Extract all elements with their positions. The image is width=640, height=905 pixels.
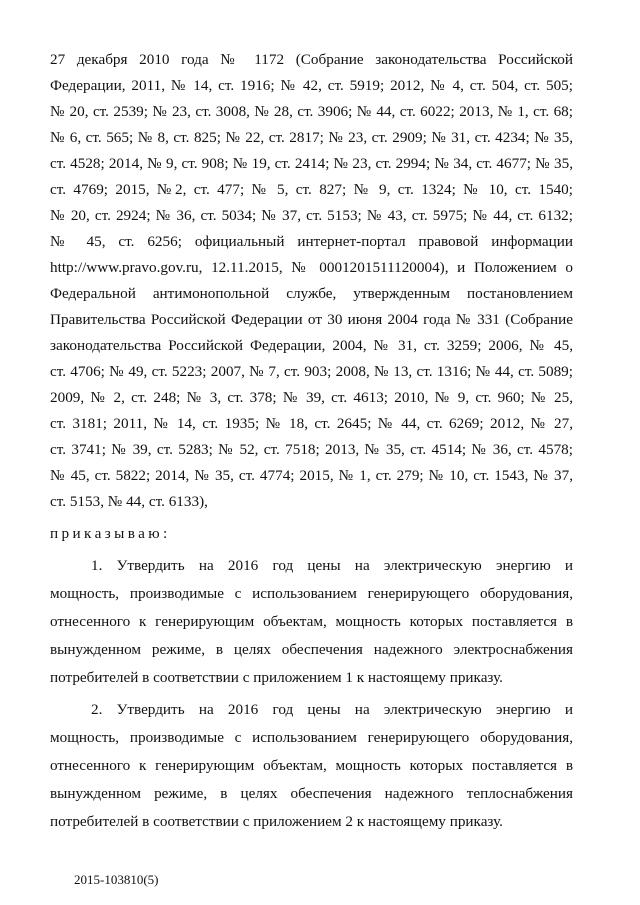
text-line: ст. 4769; 2015, №2, ст. 477; № 5, ст. 827; № 9, ст. 1324; № 10, ст. 1540;: [50, 181, 573, 198]
text-line: Федерации, 2011, № 14, ст. 1916; № 42, ст. 5919; 2012, № 4, ст. 504, ст. 505;: [50, 77, 573, 94]
item-2-line: отнесенного к генерирующим объектам, мощность которых поставляется в: [50, 757, 573, 774]
item-2-line: потребителей в соответствии с приложением 2 к настоящему приказу.: [50, 813, 503, 830]
item-1-line: 1. Утвердить на 2016 год цены на электрическую энергию и: [91, 557, 573, 574]
text-line: № 20, ст. 2539; № 23, ст. 3008, № 28, ст. 3906; № 44, ст. 6022; 2013, № 1, ст. 68;: [50, 103, 573, 120]
text-line: Федеральной антимонопольной службе, утвержденным постановлением: [50, 285, 573, 302]
text-line: ст. 5153, № 44, ст. 6133),: [50, 493, 208, 510]
text-line: ст. 4528; 2014, № 9, ст. 908; № 19, ст. 2414; № 23, ст. 2994; № 34, ст. 4677; № 35,: [50, 155, 573, 172]
item-1-line: потребителей в соответствии с приложением 1 к настоящему приказу.: [50, 669, 503, 686]
text-line: законодательства Российской Федерации, 2004, № 31, ст. 3259; 2006, № 45,: [50, 337, 573, 354]
order-word: приказываю:: [50, 525, 171, 542]
text-line: № 20, ст. 2924; № 36, ст. 5034; № 37, ст. 5153; № 43, ст. 5975; № 44, ст. 6132;: [50, 207, 573, 224]
item-1-line: мощность, производимые с использованием генерирующего оборудования,: [50, 585, 573, 602]
item-1-line: вынужденном режиме, в целях обеспечения надежного электроснабжения: [50, 641, 573, 658]
text-line: 27 декабря 2010 года № 1172 (Собрание законодательства Российской: [50, 51, 573, 68]
text-line: ст. 3181; 2011, № 14, ст. 1935; № 18, ст. 2645; № 44, ст. 6269; 2012, № 27,: [50, 415, 573, 432]
item-2-line: мощность, производимые с использованием генерирующего оборудования,: [50, 729, 573, 746]
item-2-line: 2. Утвердить на 2016 год цены на электрическую энергию и: [91, 701, 573, 718]
text-line: ст. 3741; № 39, ст. 5283; № 52, ст. 7518; 2013, № 35, ст. 4514; № 36, ст. 4578;: [50, 441, 573, 458]
text-line: № 45, ст. 5822; 2014, № 35, ст. 4774; 2015, № 1, ст. 279; № 10, ст. 1543, № 37,: [50, 467, 573, 484]
text-line: ст. 4706; № 49, ст. 5223; 2007, № 7, ст. 903; 2008, № 13, ст. 1316; № 44, ст. 5089;: [50, 363, 573, 380]
text-line: 2009, № 2, ст. 248; № 3, ст. 378; № 39, ст. 4613; 2010, № 9, ст. 960; № 25,: [50, 389, 573, 406]
text-line: Правительства Российской Федерации от 30 июня 2004 года № 331 (Собрание: [50, 311, 573, 328]
item-1-line: отнесенного к генерирующим объектам, мощность которых поставляется в: [50, 613, 573, 630]
text-line: № 6, ст. 565; № 8, ст. 825; № 22, ст. 2817; № 23, ст. 2909; № 31, ст. 4234; № 35,: [50, 129, 573, 146]
document-code: 2015-103810(5): [74, 872, 159, 887]
item-2-line: вынужденном режиме, в целях обеспечения надежного теплоснабжения: [50, 785, 573, 802]
text-line: № 45, ст. 6256; официальный интернет-портал правовой информации: [50, 233, 573, 250]
url-line: http://www.pravo.gov.ru, 12.11.2015, № 0001201511120004), и Положением о: [50, 259, 573, 276]
